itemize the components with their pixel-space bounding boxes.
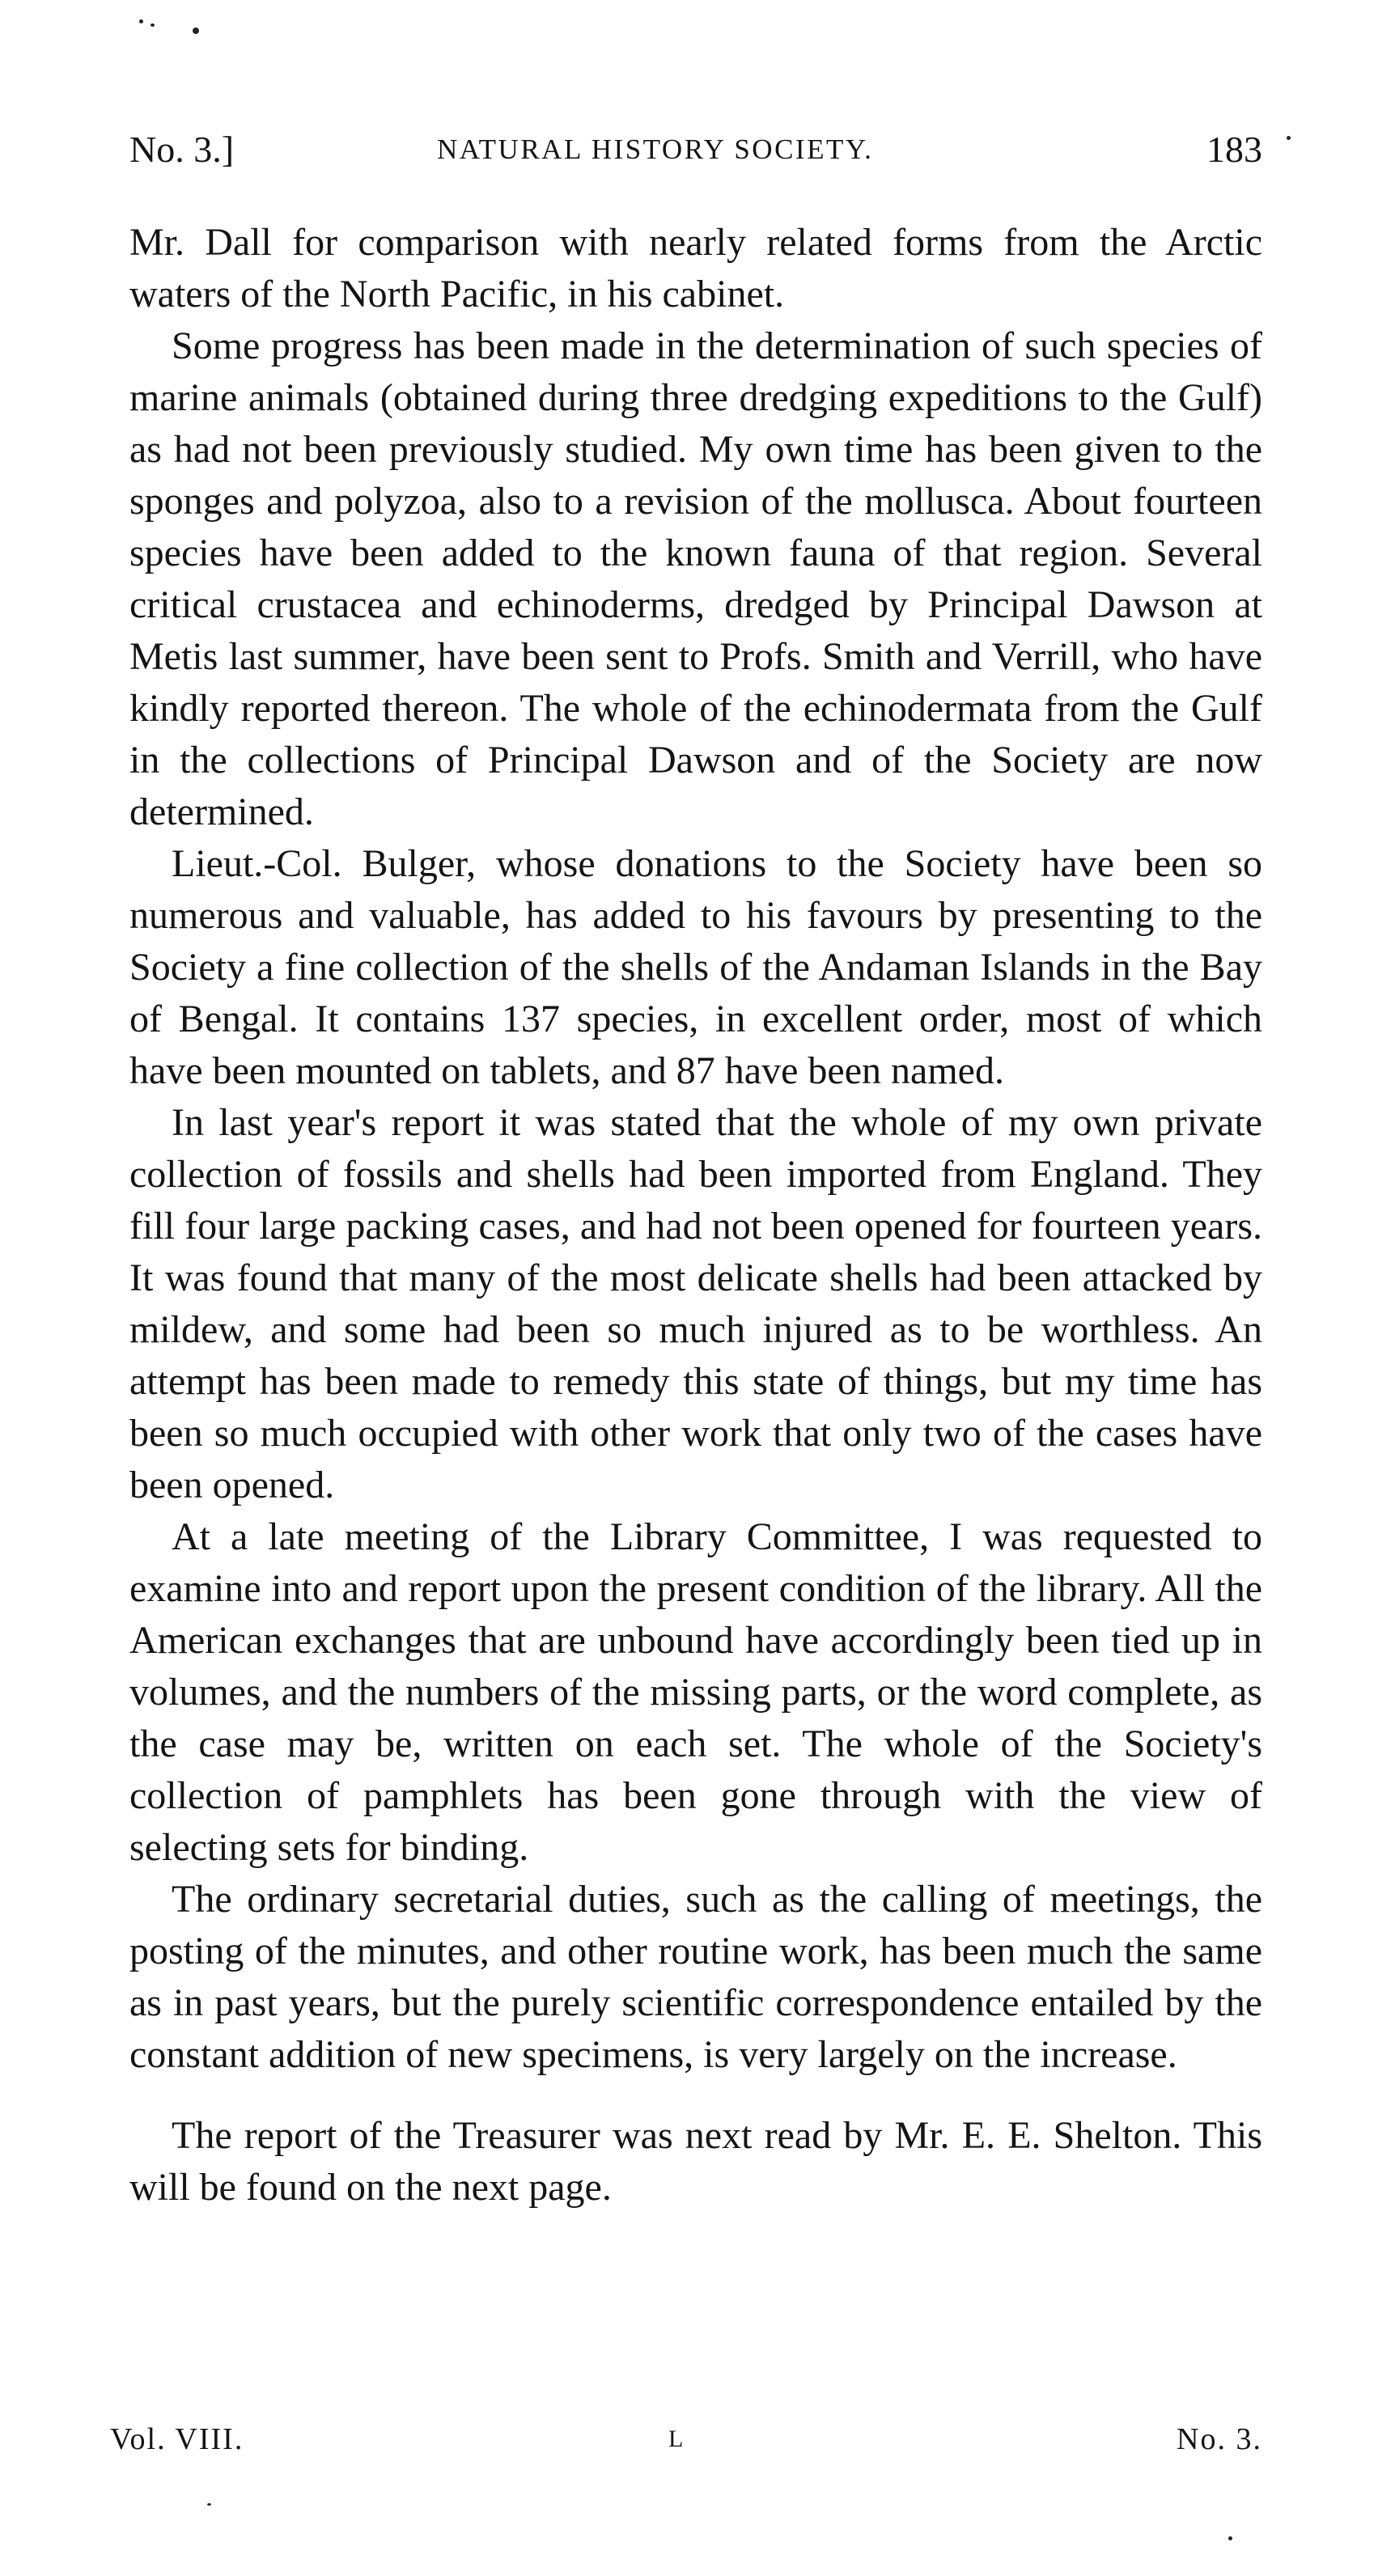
scan-speck [1228, 2536, 1232, 2540]
scan-speck [151, 23, 155, 27]
volume-label: Vol. VIII. [110, 2422, 244, 2456]
scan-speck [1287, 136, 1291, 140]
paragraph: Mr. Dall for comparison with nearly related forms from the Arctic waters of the North Pacific, in his cabinet. [129, 221, 1262, 316]
scan-speck [193, 28, 199, 34]
footer-issue-number: No. 3. [1177, 2422, 1262, 2456]
paragraph: The ordinary secretarial duties, such as the calling of meetings, the posting of the minutes, and other routine work, has been much the same as in past years, but the purely scientific correspondence entailed by the constant addition of new specimens, is very largely on the increase. [129, 1878, 1262, 2076]
signature-mark: L [668, 2426, 685, 2452]
issue-number: No. 3.] [129, 129, 235, 170]
scan-speck [207, 2503, 211, 2506]
paragraph: In last year's report it was stated that the whole of my own private collection of fossils and shells had been imported from England. They fill four large packing cases, and had not been opened for fourteen years. It was found that many of the most delicate shells had been attacked by mildew, and some had been so much injured as to be worthless. An attempt has been made to remedy this state of things, but my time has been so much occupied with other work that only two of the cases have been opened. [129, 1101, 1262, 1506]
paragraph: Some progress has been made in the determination of such species of marine animals (obtained during three dredging expeditions to the Gulf) as had not been previously studied. My own time has been given to the sponges and polyzoa, also to a revision of the mollusca. About fourteen species have been added to the known fauna of that region. Several critical crustacea and echinoderms, dredged by Principal Dawson at Metis last summer, have been sent to Profs. Smith and Verrill, who have kindly reported thereon. The whole of the echinodermata from the Gulf in the collections of Principal Dawson and of the Society are now determined. [129, 324, 1262, 833]
running-head [129, 121, 1262, 178]
page-number: 183 [1206, 129, 1262, 170]
scan-speck [139, 19, 143, 23]
paragraph: Lieut.-Col. Bulger, whose donations to the Society have been so numerous and valuable, has added to his favours by presenting to the Society a fine collection of the shells of the Andaman Islands in the Bay of Bengal. It contains 137 species, in excellent order, most of which have been mounted on tablets, and 87 have been named. [129, 842, 1262, 1092]
journal-title: NATURAL HISTORY SOCIETY. [437, 133, 874, 165]
closing-paragraph: The report of the Treasurer was next read by Mr. E. E. Shelton. This will be found on the next page. [129, 2114, 1262, 2209]
body-text [129, 217, 1262, 2214]
footer [110, 2415, 1262, 2464]
paragraph: At a late meeting of the Library Committee, I was requested to examine into and report upon the present condition of the library. All the American exchanges that are unbound have accordingly been tied up in volumes, and the numbers of the missing parts, or the word complete, as the case may be, written on each set. The whole of the Society's collection of pamphlets has been gone through with the view of selecting sets for binding. [129, 1515, 1262, 1869]
